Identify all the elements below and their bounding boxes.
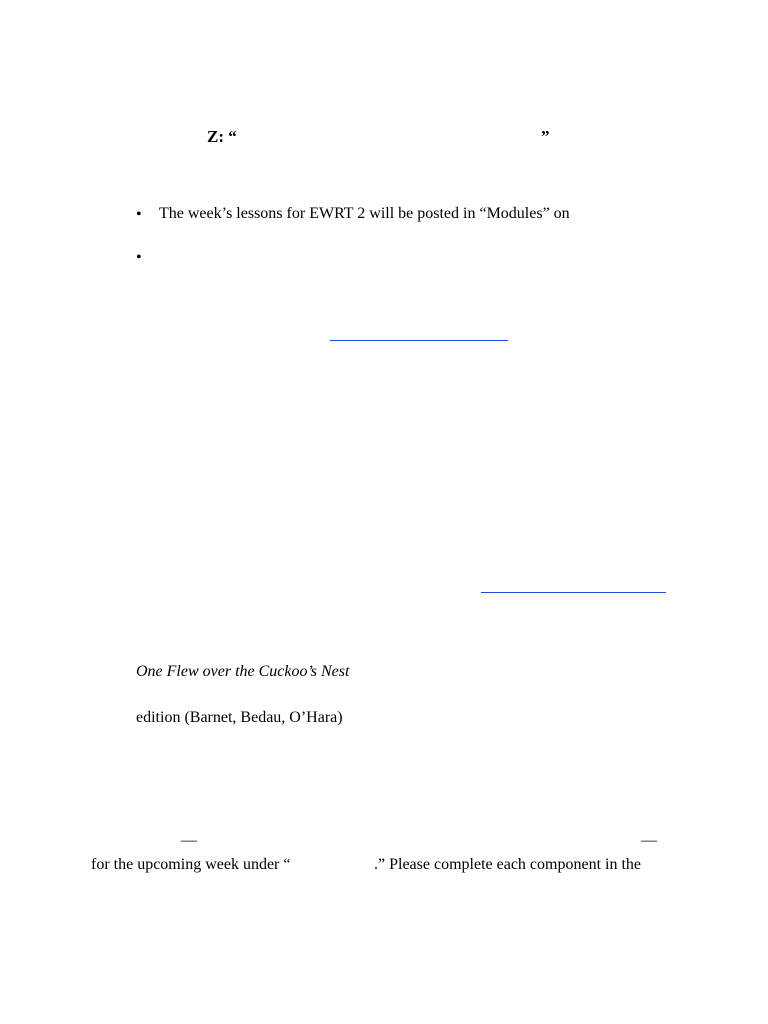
heading-close-quote: ” [541, 127, 550, 146]
em-dash-right: — [641, 832, 657, 849]
upcoming-week-text-start: for the upcoming week under “ [91, 856, 291, 873]
bullet-text-1: The week’s lessons for EWRT 2 will be posted in “Modules” on [159, 205, 570, 222]
book-title: One Flew over the Cuckoo’s Nest [136, 663, 350, 680]
hyperlink-underline-2[interactable] [481, 592, 666, 593]
bullet-marker-2: • [136, 249, 142, 266]
em-dash-left: — [181, 832, 197, 849]
upcoming-week-text-end: .” Please complete each component in the [374, 856, 642, 873]
bullet-marker-1: • [136, 206, 142, 223]
hyperlink-underline-1[interactable] [330, 340, 508, 341]
heading-prefix: Z: “ [207, 127, 237, 146]
textbook-edition: edition (Barnet, Bedau, O’Hara) [136, 709, 343, 726]
